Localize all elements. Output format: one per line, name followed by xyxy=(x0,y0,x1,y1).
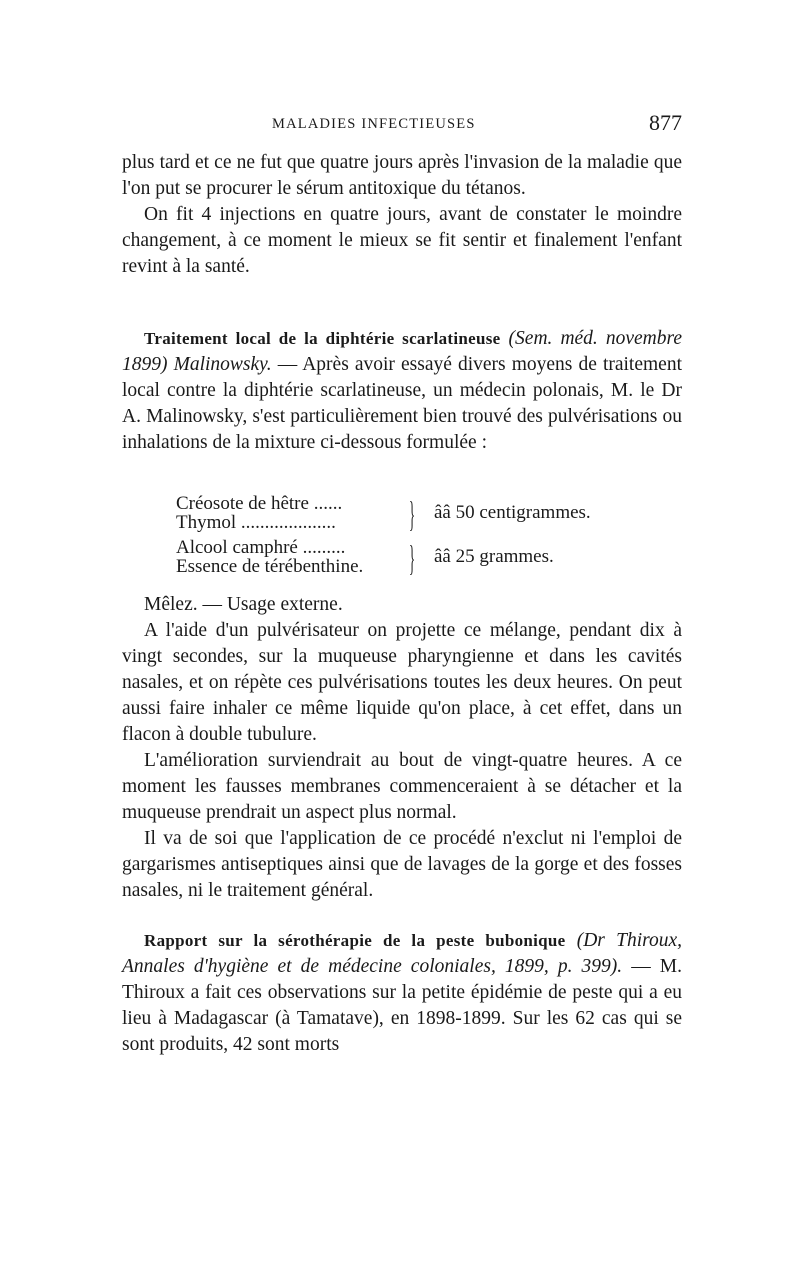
paragraph-pulverisateur: A l'aide d'un pulvérisateur on projette ce mélange, pendant dix à vingt secondes, sur la muqueuse pharyngienne et dans les cavités nasales, et on répète ces pulvérisations toutes les deux heures. On peut aussi faire inhaler ce même liquide qu'on place, à cet effet, dans un flacon à double tubulure. xyxy=(122,620,682,745)
ingredient: Essence de térébenthine. xyxy=(176,556,364,577)
dose: ââ 50 centigrammes. xyxy=(434,502,591,523)
page-header xyxy=(122,110,682,140)
running-head: MALADIES INFECTIEUSES xyxy=(272,116,476,132)
section-source: (Sem. méd. novembre 1899) Malinowsky. xyxy=(122,328,683,375)
section-title: Traitement local de la diphtérie scarlatineuse xyxy=(144,329,501,348)
paragraph-continued: plus tard et ce ne fut que quatre jours après l'invasion de la maladie que l'on put se procurer le sérum antitoxique du tétanos. xyxy=(122,152,682,199)
section-intro: — Après avoir essayé divers moyens de traitement local contre la diphtérie scarlatineuse, un médecin polonais, M. le Dr A. Malinowsky, s'est particulièrement bien trouvé des pulvérisations ou inhalations de la mixture ci-dessous formulée : xyxy=(122,354,682,453)
paragraph-amelioration: L'amélioration surviendrait au bout de vingt-quatre heures. A ce moment les fausses membranes commenceraient à se détacher et la muqueuse prendrait un aspect plus normal. xyxy=(122,750,682,823)
recipe-formula xyxy=(176,494,656,582)
paragraph-procede: Il va de soi que l'application de ce procédé n'exclut ni l'emploi de gargarismes antiseptiques ainsi que de lavages de la gorge et des fosses nasales, ni le traitement général. xyxy=(122,828,682,901)
paragraph-injections: On fit 4 injections en quatre jours, avant de constater le moindre changement, à ce moment le mieux se fit sentir et finalement l'enfant revint à la santé. xyxy=(122,204,682,277)
brace-icon: } xyxy=(409,538,416,578)
brace-icon: } xyxy=(409,494,416,534)
recipe-row xyxy=(176,494,656,538)
paragraph-melez: Mêlez. — Usage externe. xyxy=(144,594,343,615)
page-number: 877 xyxy=(649,110,682,135)
section-diphtheria xyxy=(122,326,682,456)
ingredient: Thymol .................... xyxy=(176,512,336,533)
section-plague xyxy=(122,928,682,1058)
section-title: Rapport sur la sérothérapie de la peste bubonique xyxy=(144,931,566,950)
section-continuation xyxy=(122,150,682,280)
ingredient: Créosote de hêtre ...... xyxy=(176,493,343,514)
section-diphtheria-body xyxy=(122,592,682,904)
section-source: (Dr Thiroux, Annales d'hygiène et de médecine coloniales, 1899, p. 399). xyxy=(122,930,683,977)
ingredient: Alcool camphré ......... xyxy=(176,537,346,558)
recipe-row xyxy=(176,538,656,582)
section-text: — M. Thiroux a fait ces observations sur la petite épidémie de peste qui a eu lieu à Madagascar (à Tamatave), en 1898-1899. Sur les 62 cas qui se sont produits, 42 sont morts xyxy=(122,956,683,1055)
dose: ââ 25 grammes. xyxy=(434,546,554,567)
